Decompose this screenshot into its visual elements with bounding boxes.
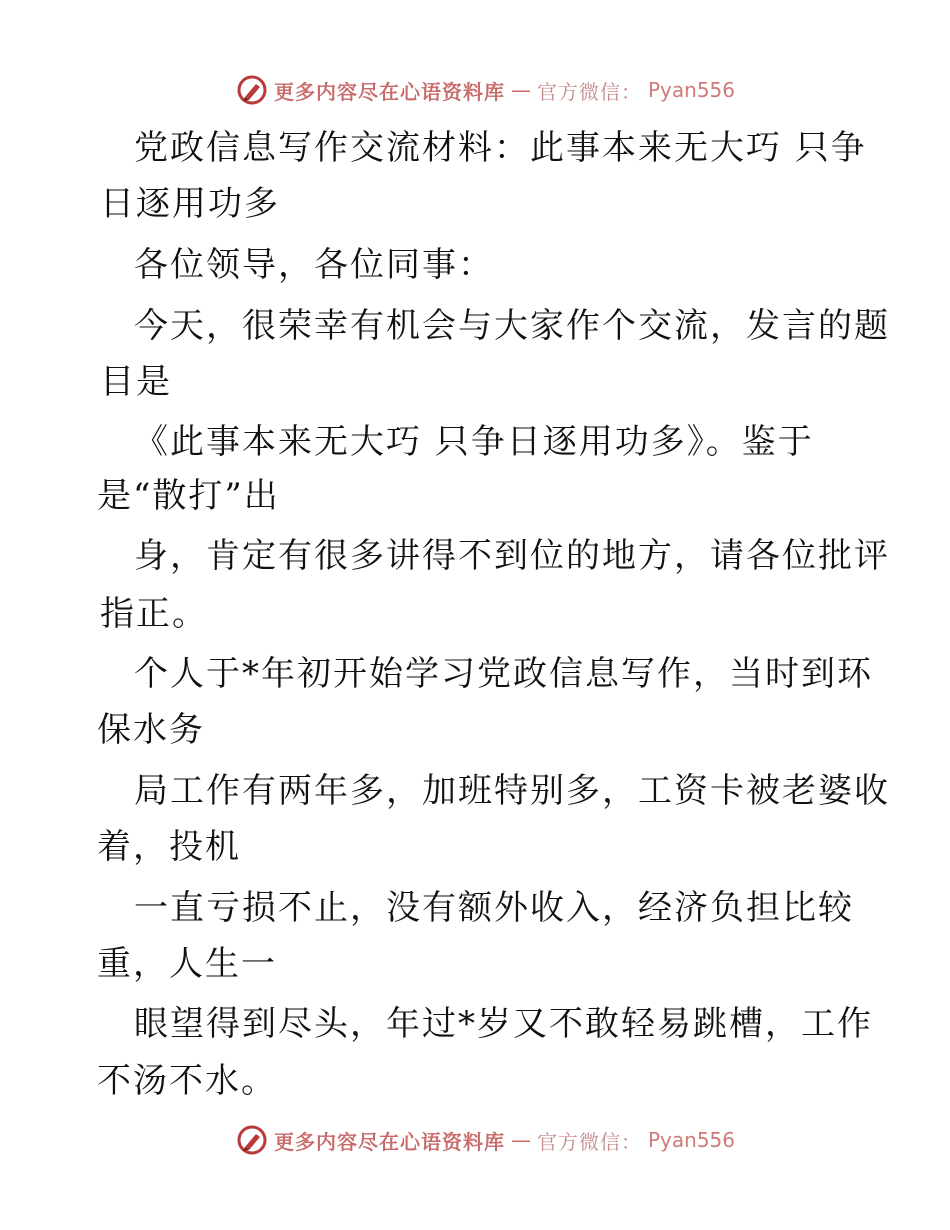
text-line: 目是 xyxy=(100,362,172,402)
footer-watermark xyxy=(236,1122,735,1158)
text-line: 个人于*年初开始学习党政信息写作，当时到环 xyxy=(134,654,873,694)
text-line: 眼望得到尽头，年过*岁又不敢轻易跳槽，工作 xyxy=(134,1004,873,1044)
text-line: 指正。 xyxy=(100,594,208,634)
watermark-main-text: 更多内容尽在心语资料库 xyxy=(274,79,505,104)
watermark-dash: — xyxy=(511,1128,531,1152)
watermark-sub-text: 官方微信： xyxy=(537,79,642,104)
header-watermark xyxy=(236,72,735,108)
text-line: 《此事本来无大巧 只争日逐用功多》。鉴于 xyxy=(134,422,814,462)
watermark-id: Pyan556 xyxy=(648,1128,736,1152)
text-line: 着，投机 xyxy=(97,827,241,867)
text-line: 保水务 xyxy=(97,710,205,750)
text-line: 不汤不水。 xyxy=(97,1061,277,1101)
text-line: 身，肯定有很多讲得不到位的地方，请各位批评 xyxy=(134,536,890,576)
text-line: 党政信息写作交流材料：此事本来无大巧 只争 xyxy=(134,128,867,168)
pen-logo-icon xyxy=(236,1124,268,1156)
text-line: 今天，很荣幸有机会与大家作个交流，发言的题 xyxy=(134,306,890,346)
watermark-dash: — xyxy=(511,78,531,102)
watermark-sub-text: 官方微信： xyxy=(537,1129,642,1154)
text-line: 局工作有两年多，加班特别多，工资卡被老婆收 xyxy=(134,771,890,811)
text-line: 重，人生一 xyxy=(97,944,277,984)
text-line: 各位领导，各位同事： xyxy=(134,245,494,285)
text-line: 是“散打”出 xyxy=(97,476,280,516)
text-line: 一直亏损不止，没有额外收入，经济负担比较 xyxy=(134,888,854,928)
watermark-id: Pyan556 xyxy=(648,78,736,102)
text-line: 日逐用功多 xyxy=(100,184,280,224)
watermark-main-text: 更多内容尽在心语资料库 xyxy=(274,1129,505,1154)
pen-logo-icon xyxy=(236,74,268,106)
